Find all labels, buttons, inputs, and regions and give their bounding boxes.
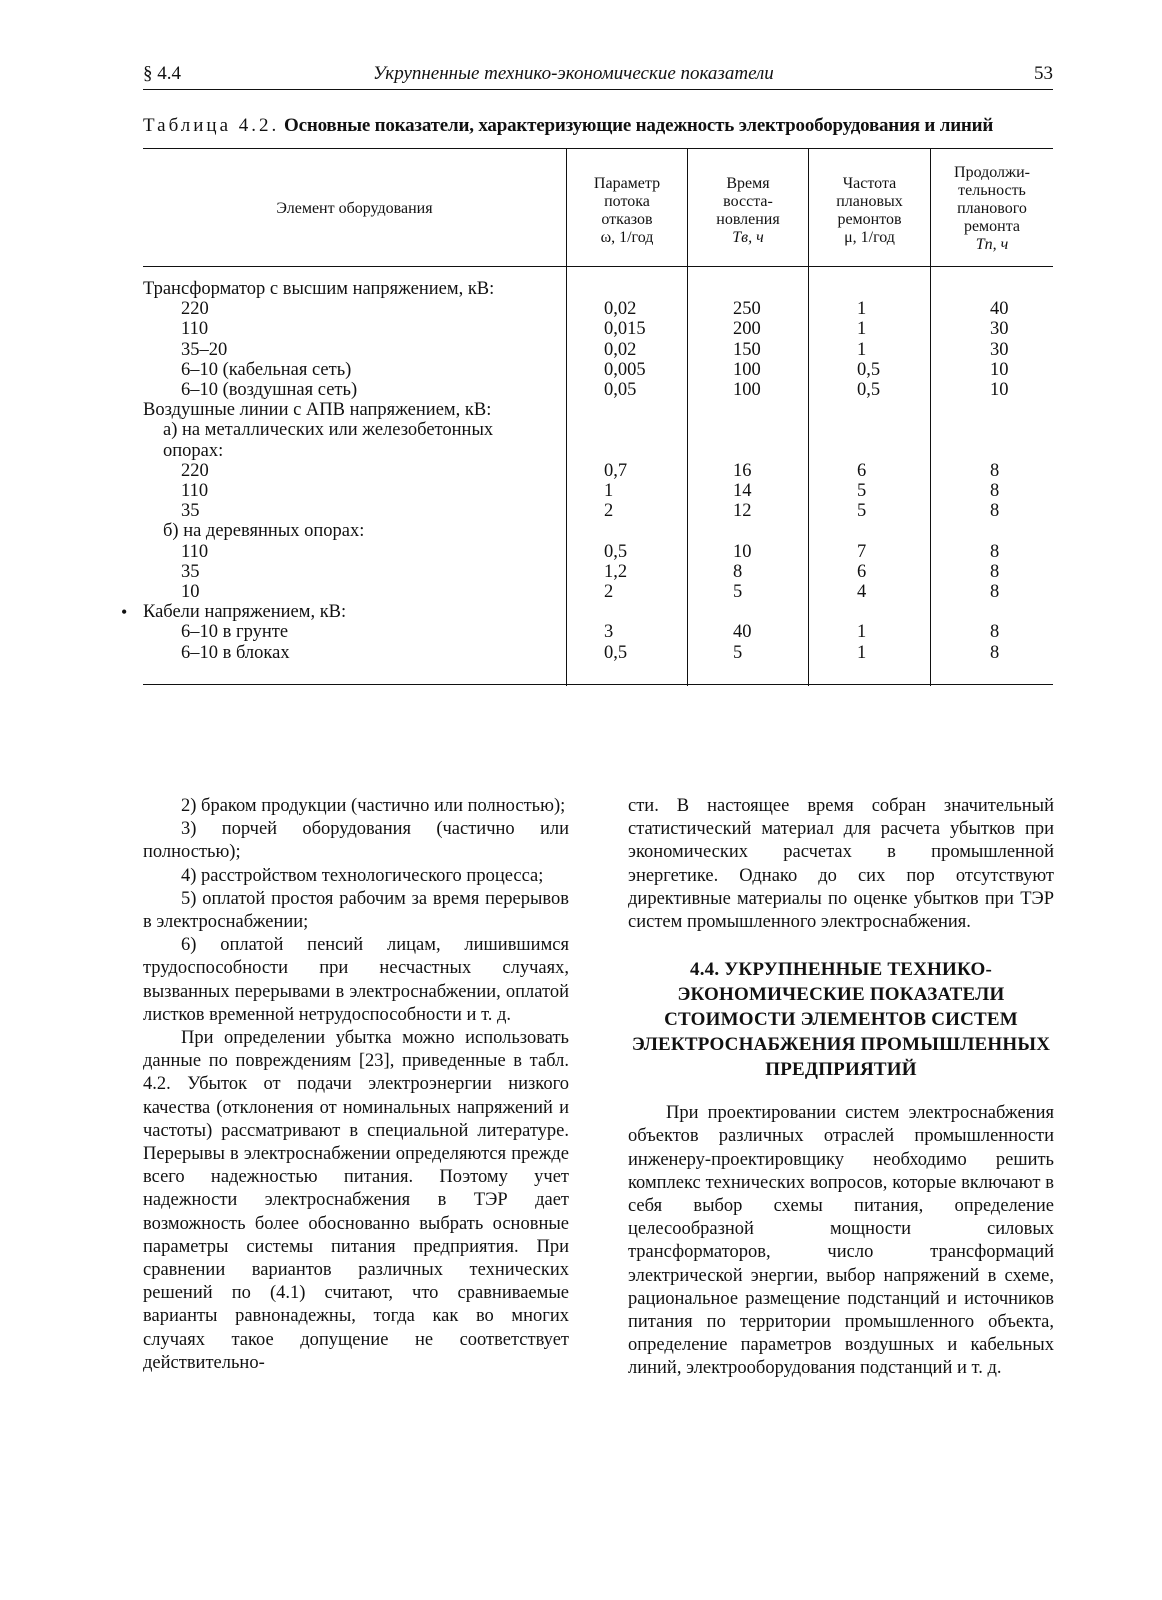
cell-c1: 0,015	[604, 319, 646, 340]
row-element: 35–20	[181, 339, 228, 360]
table-row	[143, 299, 1053, 320]
bullet-mark: •	[121, 602, 128, 623]
cell-c3: 1	[857, 622, 867, 643]
table-row	[143, 501, 1053, 522]
cell-c3: 4	[857, 582, 867, 602]
cell-c1: 0,5	[604, 541, 628, 562]
cell-c3: 5	[857, 501, 867, 522]
table-title: Основные показатели, характеризующие надежность электрооборудования и линий	[284, 115, 994, 136]
table-row	[121, 602, 1053, 623]
cell-c2: 5	[733, 582, 743, 602]
table-row	[143, 360, 1053, 381]
page-number: 53	[1034, 63, 1053, 84]
row-element: 220	[181, 460, 209, 481]
table-row	[143, 542, 1053, 563]
cell-c1: 1,2	[604, 561, 628, 582]
row-element: 110	[181, 541, 209, 562]
running-header	[143, 62, 1053, 92]
cell-c1: 0,005	[604, 359, 646, 380]
cell-c3: 1	[857, 319, 867, 340]
body-paragraph: При проектировании систем электроснабжения объектов различных отраслей промышленности инженеру-проектировщику необходимо решить комплекс технических вопросов, которые включают в себя выбор схемы питания, определение целесообразной мощности силовых трансформаторов, число трансформаций электрической энергии, выбор напряжений в схеме, рациональное размещение подстанций и источников питания по территории промышленного объекта, определение параметров воздушных и кабельных линий, электрооборудования подстанций и т. д.	[628, 1103, 1054, 1379]
cell-c4: 8	[990, 541, 1000, 562]
table-row	[143, 521, 1053, 542]
cell-c1: 2	[604, 582, 614, 602]
row-element: Трансформатор с высшим напряжением, кВ:	[143, 279, 495, 299]
cell-c4: 8	[990, 460, 1000, 481]
cell-c4: 8	[990, 582, 1000, 602]
cell-c3: 7	[857, 541, 867, 562]
table-label: Таблица 4.2.	[143, 115, 280, 136]
cell-c1: 2	[604, 501, 614, 522]
cell-c4: 40	[990, 299, 1009, 320]
cell-c3: 6	[857, 561, 867, 582]
header-rule	[143, 89, 1053, 90]
table-row	[143, 622, 1053, 643]
header-recovery-time: Время восста- новления Tв, ч	[716, 175, 780, 246]
cell-c2: 100	[733, 359, 761, 380]
row-element: 110	[181, 481, 209, 501]
header-repair-duration: Продолжи- тельность планового ремонта Tп, ч	[954, 164, 1030, 253]
left-paragraph: 2) браком продукции (частично или полностью);	[181, 796, 566, 816]
cell-c2: 40	[733, 622, 752, 643]
cell-c2: 100	[733, 380, 761, 400]
row-element: 6–10 в грунте	[181, 622, 289, 643]
cell-c2: 250	[733, 299, 761, 320]
cell-c4: 8	[990, 642, 1000, 663]
left-paragraph: 6) оплатой пенсий лицам, лишившимся трудоспособности при несчастных случаях, вызванных перерывами в электроснабжении, оплатой листков временной нетрудоспособности и т. д.	[143, 935, 569, 1025]
table-row	[143, 319, 1053, 340]
cell-c2: 14	[733, 481, 752, 501]
table-row	[143, 279, 1053, 300]
cell-c4: 10	[990, 359, 1009, 380]
left-paragraph: 4) расстройством технологического процесса;	[181, 865, 544, 886]
cell-c3: 1	[857, 642, 867, 663]
cell-c1: 0,7	[604, 460, 628, 481]
section-number: § 4.4	[143, 63, 181, 84]
header-element: Элемент оборудования	[276, 200, 433, 217]
cell-c4: 8	[990, 622, 1000, 643]
left-paragraph: 5) оплатой простоя рабочим за время перерывов в электроснабжении;	[143, 888, 569, 933]
row-element: 35	[181, 561, 200, 582]
cell-c2: 150	[733, 339, 761, 360]
right-text-column	[628, 795, 1054, 1381]
cell-c1: 1	[604, 481, 614, 501]
table-row	[143, 582, 1053, 603]
header-repair-frequency: Частота плановых ремонтов μ, 1/год	[836, 175, 903, 246]
cell-c3: 1	[857, 339, 867, 360]
table-row	[143, 380, 1053, 401]
row-element: 110	[181, 319, 209, 340]
cell-c3: 0,5	[857, 380, 881, 400]
row-element: Воздушные линии с АПВ напряжением, кВ:	[143, 400, 492, 421]
cell-c2: 8	[733, 561, 743, 582]
section-heading: 4.4. УКРУПНЕННЫЕ ТЕХНИКО-ЭКОНОМИЧЕСКИЕ ПОКАЗАТЕЛИ СТОИМОСТИ ЭЛЕМЕНТОВ СИСТЕМ ЭЛЕКТРОСНАБЖЕНИЯ ПРОМЫШЛЕННЫХ ПРЕДПРИЯТИЙ	[631, 959, 1051, 1081]
table-row	[143, 643, 1053, 664]
continuation-paragraph: сти. В настоящее время собран значительный статистический материал для расчета убытков при экономических расчетах в промышленной энергетике. Однако до сих пор отсутствуют директивные материалы по оценке убытков при ТЭР систем промышленного электроснабжения.	[628, 796, 1054, 933]
row-element: 6–10 (воздушная сеть)	[181, 380, 358, 400]
row-element: Кабели напряжением, кВ:	[143, 602, 347, 623]
table-bottom-rule	[143, 684, 1053, 685]
table-caption	[143, 114, 1063, 138]
row-element: 220	[181, 299, 209, 320]
running-title: Укрупненные технико-экономические показатели	[373, 63, 774, 84]
table-row	[143, 562, 1053, 583]
row-element: опорах:	[163, 440, 224, 461]
cell-c1: 0,02	[604, 299, 637, 320]
cell-c2: 16	[733, 460, 752, 481]
cell-c2: 12	[733, 501, 752, 522]
table-row	[143, 340, 1053, 361]
cell-c4: 30	[990, 319, 1009, 340]
cell-c3: 1	[857, 299, 867, 320]
cell-c3: 0,5	[857, 359, 881, 380]
table-top-rule	[143, 148, 1053, 149]
table-row	[143, 461, 1053, 482]
cell-c1: 3	[604, 622, 614, 643]
row-element: 6–10 (кабельная сеть)	[181, 359, 352, 380]
cell-c4: 30	[990, 339, 1009, 360]
cell-c2: 200	[733, 319, 761, 340]
row-element: а) на металлических или железобетонных	[163, 420, 494, 441]
table-header-rule	[143, 266, 1053, 267]
row-element: 6–10 в блоках	[181, 642, 290, 663]
cell-c1: 0,5	[604, 642, 628, 663]
cell-c4: 8	[990, 481, 1000, 501]
row-element: б) на деревянных опорах:	[163, 521, 365, 542]
row-element: 35	[181, 501, 200, 522]
reliability-table	[121, 148, 1053, 686]
cell-c3: 5	[857, 481, 867, 501]
cell-c1: 0,02	[604, 339, 637, 360]
table-row	[143, 481, 1053, 502]
cell-c4: 8	[990, 501, 1000, 522]
cell-c3: 6	[857, 460, 867, 481]
table-row	[143, 420, 1053, 441]
cell-c2: 5	[733, 642, 743, 663]
row-element: 10	[181, 582, 200, 602]
cell-c2: 10	[733, 541, 752, 562]
left-paragraph: 3) порчей оборудования (частично или полностью);	[143, 819, 569, 863]
left-paragraph: При определении убытка можно использовать данные по повреждениям [23], приведенные в табл. 4.2. Убыток от подачи электроэнергии низкого качества (отклонения от номинальных напряжений и частоты) рассматривают в специальной литературе. Перерывы в электроснабжении определяются прежде всего надежностью питания. Поэтому учет надежности электроснабжения в ТЭР дает возможность более обоснованно выбрать основные параметры системы питания предприятия. При сравнении вариантов различных технических решений по (4.1) считают, что сравниваемые варианты равнонадежны, тогда как во многих случаях такое допущение не соответствует действительно-	[143, 1028, 569, 1373]
left-text-column	[143, 795, 569, 1375]
cell-c1: 0,05	[604, 380, 637, 400]
table-row	[143, 400, 1053, 421]
cell-c4: 8	[990, 561, 1000, 582]
cell-c4: 10	[990, 380, 1009, 400]
header-failure-rate: Параметр потока отказов ω, 1/год	[593, 175, 661, 246]
table-row	[143, 441, 1053, 462]
